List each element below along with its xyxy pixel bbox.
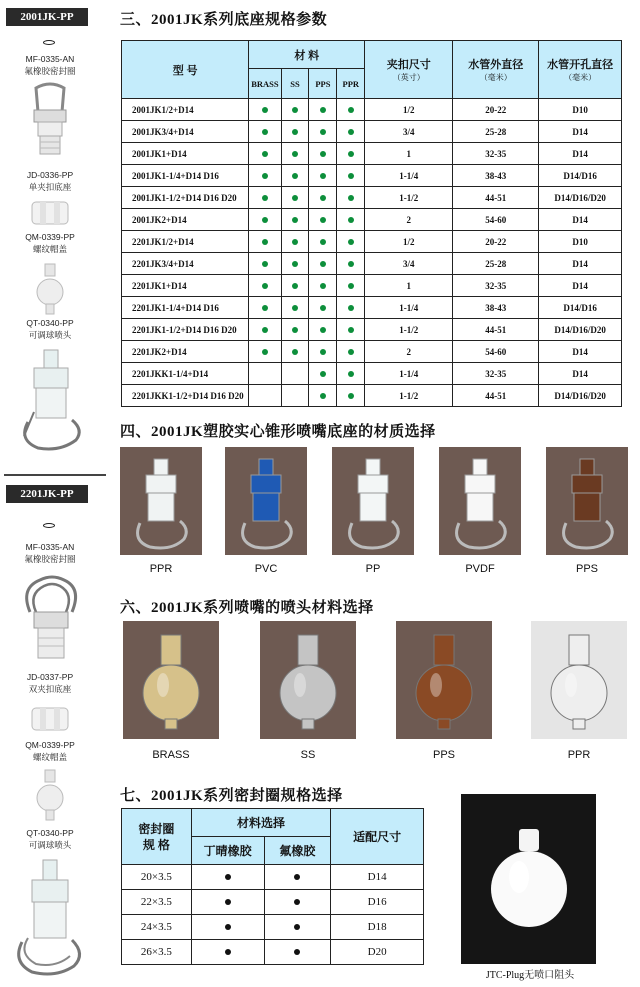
available-dot-icon xyxy=(262,173,268,179)
table-row xyxy=(122,165,622,187)
od-cell: 44-51 xyxy=(453,385,539,407)
clamp-cell: 3/4 xyxy=(365,121,453,143)
material-cell xyxy=(281,143,309,165)
hole-cell: D14 xyxy=(539,363,622,385)
base-material-label: PVDF xyxy=(465,563,495,575)
nozzle-base-image xyxy=(445,451,515,551)
model-cell: 2201JK2+D14 xyxy=(122,341,249,363)
clamp-cell: 1/2 xyxy=(365,99,453,121)
material-cell xyxy=(281,187,309,209)
o-ring-icon xyxy=(43,523,55,528)
part-code: QT-0340-PP xyxy=(26,318,74,328)
available-dot-icon xyxy=(262,151,268,157)
threaded-cap-image xyxy=(30,198,70,228)
threaded-cap-image xyxy=(30,704,70,734)
available-dot-icon xyxy=(348,173,354,179)
seal-spec-cell: 20×3.5 xyxy=(122,865,192,890)
material-cell xyxy=(281,319,309,341)
nozzle-head-label: PPR xyxy=(567,749,591,761)
model-cell: 2001JK1-1/2+D14 D16 D20 xyxy=(122,187,249,209)
assembled-nozzle-image xyxy=(14,348,90,458)
model-cell: 2201JKK1-1/2+D14 D16 D20 xyxy=(122,385,249,407)
fkm-cell xyxy=(264,890,331,915)
available-dot-icon xyxy=(348,261,354,267)
hole-cell: D14/D16/D20 xyxy=(539,319,622,341)
available-dot-icon xyxy=(262,261,268,267)
available-dot-icon xyxy=(294,924,300,930)
hole-cell: D14 xyxy=(539,209,622,231)
nozzle-head-photo xyxy=(123,621,219,739)
material-cell xyxy=(281,363,309,385)
nozzle-base-image xyxy=(126,451,196,551)
clamp-cell: 3/4 xyxy=(365,253,453,275)
col-header-seal-size: 适配尺寸 xyxy=(331,809,424,865)
material-cell xyxy=(337,209,365,231)
nbr-cell xyxy=(191,865,264,890)
single-clamp-base-image xyxy=(26,82,74,168)
part-code: QM-0339-PP xyxy=(25,740,75,750)
material-cell xyxy=(337,253,365,275)
available-dot-icon xyxy=(262,195,268,201)
col-header-model: 型 号 xyxy=(122,41,249,99)
material-cell xyxy=(249,385,281,407)
assembled-nozzle-image xyxy=(10,858,90,982)
hole-cell: D14/D16 xyxy=(539,165,622,187)
available-dot-icon xyxy=(348,349,354,355)
material-cell xyxy=(281,209,309,231)
material-cell xyxy=(249,297,281,319)
model-cell: 2001JK3/4+D14 xyxy=(122,121,249,143)
part-name: 氟橡胶密封圈 xyxy=(24,554,76,564)
available-dot-icon xyxy=(294,949,300,955)
nbr-cell xyxy=(191,890,264,915)
od-cell: 44-51 xyxy=(453,319,539,341)
double-clamp-base-image xyxy=(18,572,84,666)
model-cell: 2201JK1-1/4+D14 D16 xyxy=(122,297,249,319)
part-name: 单夹扣底座 xyxy=(28,182,72,192)
model-cell: 2201JK1-1/2+D14 D16 D20 xyxy=(122,319,249,341)
available-dot-icon xyxy=(262,327,268,333)
od-cell: 25-28 xyxy=(453,253,539,275)
clamp-cell: 1-1/4 xyxy=(365,363,453,385)
table-row xyxy=(122,915,424,940)
od-cell: 20-22 xyxy=(453,231,539,253)
material-cell xyxy=(249,165,281,187)
available-dot-icon xyxy=(320,327,326,333)
model-cell: 2201JK1+D14 xyxy=(122,275,249,297)
material-cell xyxy=(281,275,309,297)
od-cell: 32-35 xyxy=(453,363,539,385)
hole-cell: D14/D16/D20 xyxy=(539,385,622,407)
nozzle-head-image xyxy=(404,625,484,735)
nbr-cell xyxy=(191,915,264,940)
material-cell xyxy=(249,363,281,385)
hole-cell: D14/D16/D20 xyxy=(539,187,622,209)
seal-spec-cell: 26×3.5 xyxy=(122,940,192,965)
material-cell xyxy=(281,253,309,275)
part-name: 可调球喷头 xyxy=(28,840,72,850)
available-dot-icon xyxy=(225,874,231,880)
available-dot-icon xyxy=(225,949,231,955)
base-material-photo xyxy=(439,447,521,555)
o-ring-icon xyxy=(43,40,55,45)
material-cell xyxy=(337,121,365,143)
fkm-cell xyxy=(264,865,331,890)
table-row xyxy=(122,865,424,890)
col-header-seal-spec: 密封圈 规 格 xyxy=(122,809,192,865)
material-cell xyxy=(281,121,309,143)
seal-size-cell: D14 xyxy=(331,865,424,890)
clamp-cell: 1-1/2 xyxy=(365,187,453,209)
part-code: QM-0339-PP xyxy=(25,232,75,242)
plug-caption: JTC-Plug无喷口阻头 xyxy=(485,970,575,981)
od-cell: 32-35 xyxy=(453,275,539,297)
part-code: JD-0337-PP xyxy=(26,672,74,682)
hole-cell: D14 xyxy=(539,253,622,275)
nozzle-head-photo xyxy=(260,621,356,739)
nozzle-head-photo xyxy=(396,621,492,739)
available-dot-icon xyxy=(320,239,326,245)
material-cell xyxy=(337,99,365,121)
material-cell xyxy=(337,341,365,363)
clamp-cell: 1 xyxy=(365,275,453,297)
nozzle-base-image xyxy=(552,451,622,551)
material-cell xyxy=(309,143,337,165)
material-cell xyxy=(337,187,365,209)
hole-cell: D14 xyxy=(539,275,622,297)
fkm-cell xyxy=(264,915,331,940)
available-dot-icon xyxy=(292,327,298,333)
part-name: 螺纹帽盖 xyxy=(32,244,67,254)
material-cell xyxy=(249,121,281,143)
table-row xyxy=(122,319,622,341)
base-material-label: PP xyxy=(365,563,381,575)
material-cell xyxy=(309,231,337,253)
nozzle-base-image xyxy=(231,451,301,551)
base-material-label: PVC xyxy=(254,563,278,575)
part-code: JD-0336-PP xyxy=(26,170,74,180)
material-cell xyxy=(249,253,281,275)
clamp-cell: 2 xyxy=(365,209,453,231)
part-code: QT-0340-PP xyxy=(26,828,74,838)
material-cell xyxy=(309,385,337,407)
material-cell xyxy=(309,363,337,385)
seal-size-cell: D20 xyxy=(331,940,424,965)
available-dot-icon xyxy=(294,899,300,905)
hole-cell: D14 xyxy=(539,143,622,165)
available-dot-icon xyxy=(348,371,354,377)
material-cell xyxy=(249,231,281,253)
available-dot-icon xyxy=(348,217,354,223)
table-row xyxy=(122,940,424,965)
material-cell xyxy=(281,341,309,363)
available-dot-icon xyxy=(320,129,326,135)
available-dot-icon xyxy=(320,283,326,289)
material-cell xyxy=(281,385,309,407)
available-dot-icon xyxy=(348,107,354,113)
material-cell xyxy=(337,143,365,165)
available-dot-icon xyxy=(225,924,231,930)
hole-cell: D14/D16 xyxy=(539,297,622,319)
available-dot-icon xyxy=(292,261,298,267)
available-dot-icon xyxy=(292,151,298,157)
clamp-cell: 1-1/2 xyxy=(365,385,453,407)
available-dot-icon xyxy=(320,107,326,113)
part-code: MF-0335-AN xyxy=(25,54,75,64)
material-cell xyxy=(249,341,281,363)
material-cell xyxy=(309,209,337,231)
available-dot-icon xyxy=(320,195,326,201)
table-row xyxy=(122,99,622,121)
col-header-fkm: 氟橡胶 xyxy=(264,837,331,865)
available-dot-icon xyxy=(292,173,298,179)
fkm-cell xyxy=(264,940,331,965)
col-header-seal-material: 材料选择 xyxy=(191,809,330,837)
material-cell xyxy=(249,99,281,121)
available-dot-icon xyxy=(262,305,268,311)
available-dot-icon xyxy=(348,393,354,399)
table-row xyxy=(122,275,622,297)
table-row xyxy=(122,385,622,407)
seal-spec-cell: 22×3.5 xyxy=(122,890,192,915)
part-name: 可调球喷头 xyxy=(28,330,72,340)
material-cell xyxy=(337,231,365,253)
available-dot-icon xyxy=(262,107,268,113)
nozzle-base-image xyxy=(338,451,408,551)
plug-image xyxy=(484,819,574,939)
nozzle-head-photo xyxy=(531,621,627,739)
section7-title: 七、2001JK系列密封圈规格选择 xyxy=(120,788,343,804)
part-name: 氟橡胶密封圈 xyxy=(24,66,76,76)
table-row xyxy=(122,253,622,275)
od-cell: 54-60 xyxy=(453,341,539,363)
available-dot-icon xyxy=(348,129,354,135)
col-header-mat-brass: BRASS xyxy=(249,69,281,99)
nozzle-head-image xyxy=(539,625,619,735)
available-dot-icon xyxy=(292,107,298,113)
part-name: 螺纹帽盖 xyxy=(32,752,67,762)
material-cell xyxy=(337,165,365,187)
base-spec-table xyxy=(121,40,622,407)
material-cell xyxy=(337,297,365,319)
od-cell: 44-51 xyxy=(453,187,539,209)
clamp-cell: 1/2 xyxy=(365,231,453,253)
material-cell xyxy=(281,165,309,187)
model-cell: 2001JK1+D14 xyxy=(122,143,249,165)
seal-spec-cell: 24×3.5 xyxy=(122,915,192,940)
hole-cell: D10 xyxy=(539,231,622,253)
clamp-cell: 2 xyxy=(365,341,453,363)
available-dot-icon xyxy=(292,283,298,289)
material-cell xyxy=(249,143,281,165)
table-row xyxy=(122,209,622,231)
part-name: 双夹扣底座 xyxy=(28,684,72,694)
col-header-mat-ppr: PPR xyxy=(337,69,365,99)
available-dot-icon xyxy=(292,217,298,223)
material-cell xyxy=(309,121,337,143)
clamp-cell: 1-1/2 xyxy=(365,319,453,341)
base-material-label: PPR xyxy=(149,563,173,575)
material-cell xyxy=(337,275,365,297)
od-cell: 32-35 xyxy=(453,143,539,165)
available-dot-icon xyxy=(292,239,298,245)
part-code: MF-0335-AN xyxy=(25,542,75,552)
clamp-cell: 1 xyxy=(365,143,453,165)
table-row xyxy=(122,143,622,165)
section4-title: 四、2001JK塑胶实心锥形喷嘴底座的材质选择 xyxy=(120,424,436,440)
material-cell xyxy=(309,319,337,341)
available-dot-icon xyxy=(292,349,298,355)
available-dot-icon xyxy=(320,349,326,355)
model-cell: 2001JK2+D14 xyxy=(122,209,249,231)
available-dot-icon xyxy=(262,239,268,245)
table-row xyxy=(122,121,622,143)
table-row xyxy=(122,231,622,253)
table-row xyxy=(122,890,424,915)
available-dot-icon xyxy=(348,195,354,201)
available-dot-icon xyxy=(348,283,354,289)
model-cell: 2001JK1-1/4+D14 D16 xyxy=(122,165,249,187)
table-row xyxy=(122,187,622,209)
nozzle-head-label: PPS xyxy=(432,749,455,761)
nbr-cell xyxy=(191,940,264,965)
material-cell xyxy=(249,319,281,341)
section6-title: 六、2001JK系列喷嘴的喷头材料选择 xyxy=(120,600,374,616)
available-dot-icon xyxy=(320,371,326,377)
col-header-mat-ss: SS xyxy=(281,69,309,99)
sidebar-divider xyxy=(4,474,106,476)
available-dot-icon xyxy=(320,393,326,399)
table-row xyxy=(122,341,622,363)
od-cell: 38-43 xyxy=(453,297,539,319)
material-cell xyxy=(337,363,365,385)
material-cell xyxy=(337,385,365,407)
material-cell xyxy=(309,275,337,297)
available-dot-icon xyxy=(262,349,268,355)
available-dot-icon xyxy=(262,217,268,223)
material-cell xyxy=(281,99,309,121)
material-cell xyxy=(249,187,281,209)
clamp-cell: 1-1/4 xyxy=(365,297,453,319)
available-dot-icon xyxy=(292,305,298,311)
nozzle-head-image xyxy=(268,625,348,735)
model-cell: 2201JK3/4+D14 xyxy=(122,253,249,275)
ball-nozzle-image xyxy=(34,768,66,822)
material-cell xyxy=(249,275,281,297)
table-row xyxy=(122,297,622,319)
base-material-photo xyxy=(120,447,202,555)
available-dot-icon xyxy=(348,239,354,245)
base-material-label: PPS xyxy=(575,563,598,575)
clamp-cell: 1-1/4 xyxy=(365,165,453,187)
seal-size-cell: D16 xyxy=(331,890,424,915)
col-header-mat-pps: PPS xyxy=(309,69,337,99)
base-material-photo xyxy=(332,447,414,555)
available-dot-icon xyxy=(262,129,268,135)
model-cell: 2201JK1/2+D14 xyxy=(122,231,249,253)
model-cell: 2201JKK1-1/4+D14 xyxy=(122,363,249,385)
sidebar-title-2201jk: 2201JK-PP xyxy=(6,485,88,503)
section3-title: 三、2001JK系列底座规格参数 xyxy=(120,12,328,28)
seal-spec-table xyxy=(121,808,424,965)
available-dot-icon xyxy=(320,217,326,223)
nozzle-head-image xyxy=(131,625,211,735)
ball-nozzle-image xyxy=(34,262,66,316)
material-cell xyxy=(309,341,337,363)
available-dot-icon xyxy=(292,129,298,135)
col-header-nbr: 丁晴橡胶 xyxy=(191,837,264,865)
col-header-hole: 水管开孔直径 （毫米） xyxy=(539,41,622,99)
material-cell xyxy=(249,209,281,231)
material-cell xyxy=(309,297,337,319)
material-cell xyxy=(281,231,309,253)
material-cell xyxy=(309,99,337,121)
od-cell: 38-43 xyxy=(453,165,539,187)
available-dot-icon xyxy=(348,305,354,311)
available-dot-icon xyxy=(292,195,298,201)
nozzle-head-label: SS xyxy=(300,749,316,761)
available-dot-icon xyxy=(348,327,354,333)
material-cell xyxy=(309,253,337,275)
available-dot-icon xyxy=(320,261,326,267)
base-material-photo xyxy=(546,447,628,555)
available-dot-icon xyxy=(348,151,354,157)
material-cell xyxy=(337,319,365,341)
base-material-photo xyxy=(225,447,307,555)
col-header-clamp: 夹扣尺寸 （英寸） xyxy=(365,41,453,99)
available-dot-icon xyxy=(225,899,231,905)
available-dot-icon xyxy=(294,874,300,880)
material-cell xyxy=(309,165,337,187)
available-dot-icon xyxy=(320,151,326,157)
od-cell: 25-28 xyxy=(453,121,539,143)
col-header-pipe-od: 水管外直径 （毫米） xyxy=(453,41,539,99)
od-cell: 54-60 xyxy=(453,209,539,231)
hole-cell: D10 xyxy=(539,99,622,121)
nozzle-head-label: BRASS xyxy=(152,749,190,761)
seal-size-cell: D18 xyxy=(331,915,424,940)
available-dot-icon xyxy=(320,173,326,179)
material-cell xyxy=(309,187,337,209)
hole-cell: D14 xyxy=(539,121,622,143)
material-cell xyxy=(281,297,309,319)
model-cell: 2001JK1/2+D14 xyxy=(122,99,249,121)
table-row xyxy=(122,363,622,385)
od-cell: 20-22 xyxy=(453,99,539,121)
plug-photo xyxy=(461,794,596,964)
hole-cell: D14 xyxy=(539,341,622,363)
available-dot-icon xyxy=(320,305,326,311)
sidebar-title-2001jk: 2001JK-PP xyxy=(6,8,88,26)
available-dot-icon xyxy=(262,283,268,289)
col-header-material: 材 料 xyxy=(249,41,365,69)
